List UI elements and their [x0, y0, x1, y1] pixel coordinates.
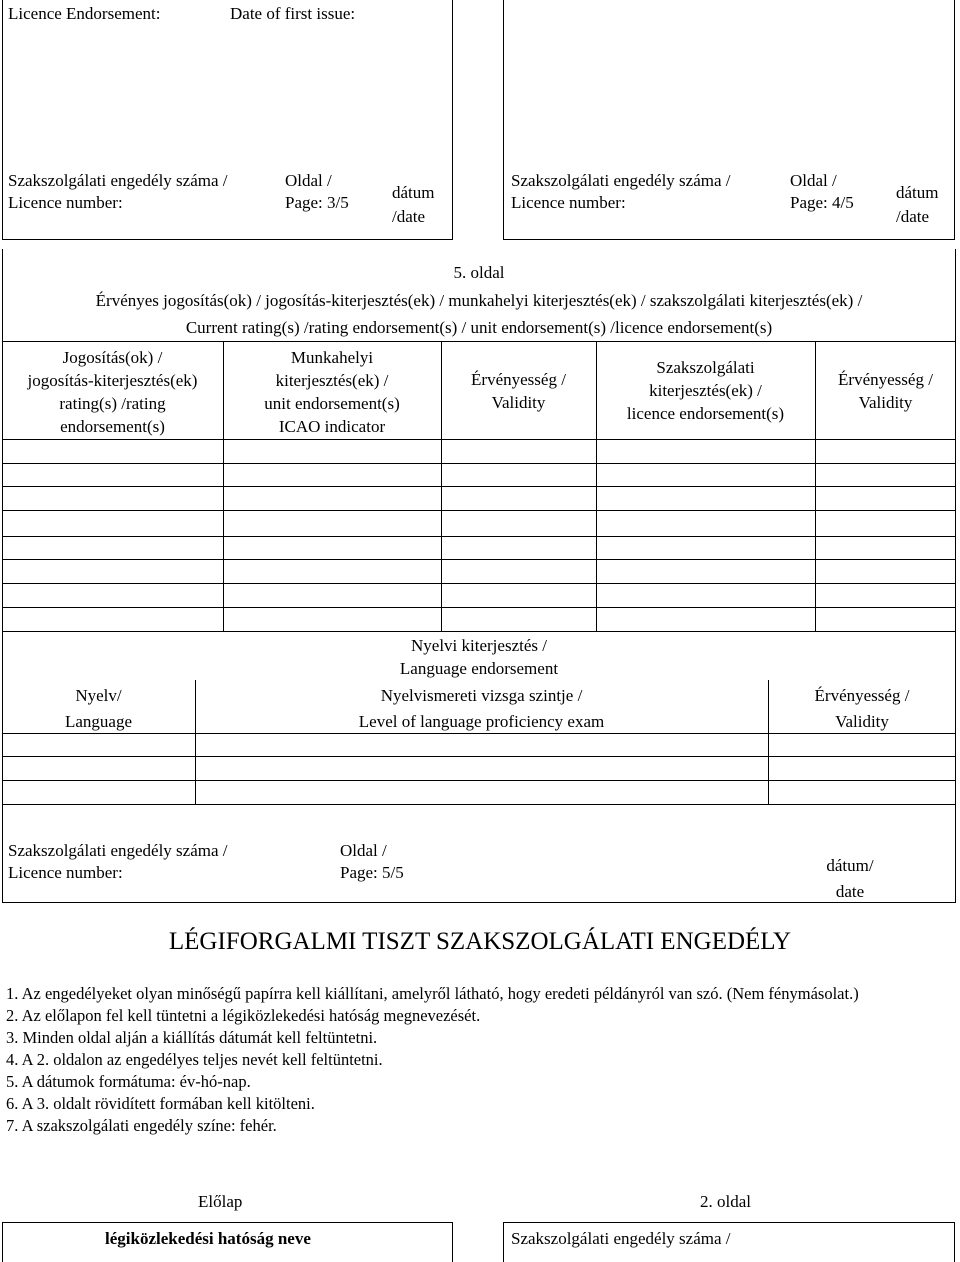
table-border [2, 439, 956, 440]
list-item: 2. Az előlapon fel kell tüntetni a légiközlekedési hatóság megnevezését. [6, 1006, 481, 1025]
column-header-language-level: Nyelvismereti vizsga szintje / Level of language proficiency exam [358, 686, 605, 731]
licence-number-label: Szakszolgálati engedély száma / Licence number: [511, 171, 731, 212]
column-header-language: Nyelv/ Language [64, 686, 133, 731]
page-number: Oldal / Page: 3/5 [285, 171, 349, 212]
table-row [2, 780, 956, 781]
page-5-title: 5. oldal [453, 263, 505, 282]
column-header-unit-endorsement: Munkahelyi kiterjesztés(ek) / unit endorsement(s) ICAO indicator [264, 348, 400, 436]
ratings-heading-en: Current rating(s) /rating endorsement(s) / unit endorsement(s) /licence endorsement(s) [185, 318, 773, 337]
table-row [2, 756, 956, 757]
page-number: Oldal / Page: 5/5 [340, 841, 404, 882]
list-item: 1. Az engedélyeket olyan minőségű papírra kell kiállítani, amelyről látható, hogy eredeti példányról van szó. (Nem fénymásolat.) [6, 984, 859, 1003]
list-item: 5. A dátumok formátuma: év-hó-nap. [6, 1072, 251, 1091]
date-label: dátum /date [392, 183, 435, 226]
table-row [2, 536, 956, 537]
licence-endorsement-label: Licence Endorsement: [8, 4, 161, 23]
authority-name-label: légiközlekedési hatóság neve [105, 1229, 311, 1248]
column-header-licence-endorsement: Szakszolgálati kiterjesztés(ek) / licence endorsement(s) [626, 358, 785, 423]
licence-number-label: Szakszolgálati engedély száma / Licence number: [8, 171, 228, 212]
table-row [2, 463, 956, 464]
document-title: LÉGIFORGALMI TISZT SZAKSZOLGÁLATI ENGEDÉLY [168, 928, 792, 955]
instruction-list [6, 983, 956, 1137]
list-item: 6. A 3. oldalt rövidített formában kell kitölteni. [6, 1094, 315, 1113]
table-row [2, 486, 956, 487]
licence-number-label: Szakszolgálati engedély száma / Licence number: [8, 841, 228, 882]
first-issue-label: Date of first issue: [230, 4, 356, 23]
table-row [2, 733, 956, 734]
page-number: Oldal / Page: 4/5 [790, 171, 854, 212]
list-item: 4. A 2. oldalon az engedélyes teljes nevét kell feltüntetni. [6, 1050, 383, 1069]
date-label: dátum/ date [826, 856, 874, 901]
table-border [2, 341, 956, 342]
table-row [2, 510, 956, 511]
date-label: dátum /date [896, 183, 939, 226]
table-row [2, 631, 956, 632]
column-header-validity: Érvényesség / Validity [814, 686, 910, 731]
language-endorsement-title: Nyelvi kiterjesztés / Language endorsement [399, 636, 559, 678]
ratings-heading-hu: Érvényes jogosítás(ok) / jogosítás-kiterjesztés(ek) / munkahelyi kiterjesztés(ek) / szakszolgálati kiterjesztés(ek) / [95, 291, 863, 310]
column-header-validity: Érvényesség / Validity [471, 370, 566, 412]
table-row [2, 559, 956, 560]
column-header-rating: Jogosítás(ok) / jogosítás-kiterjesztés(ek) rating(s) /rating endorsement(s) [27, 348, 198, 436]
licence-number-label: Szakszolgálati engedély száma / [511, 1229, 731, 1248]
column-header-validity: Érvényesség / Validity [838, 370, 933, 412]
list-item: 3. Minden oldal alján a kiállítás dátumát kell feltüntetni. [6, 1028, 378, 1047]
table-row [2, 804, 956, 805]
list-item: 7. A szakszolgálati engedély színe: fehér. [6, 1116, 277, 1135]
front-page-label: Előlap [198, 1192, 243, 1211]
page-2-label: 2. oldal [700, 1192, 751, 1211]
table-row [2, 607, 956, 608]
table-row [2, 583, 956, 584]
